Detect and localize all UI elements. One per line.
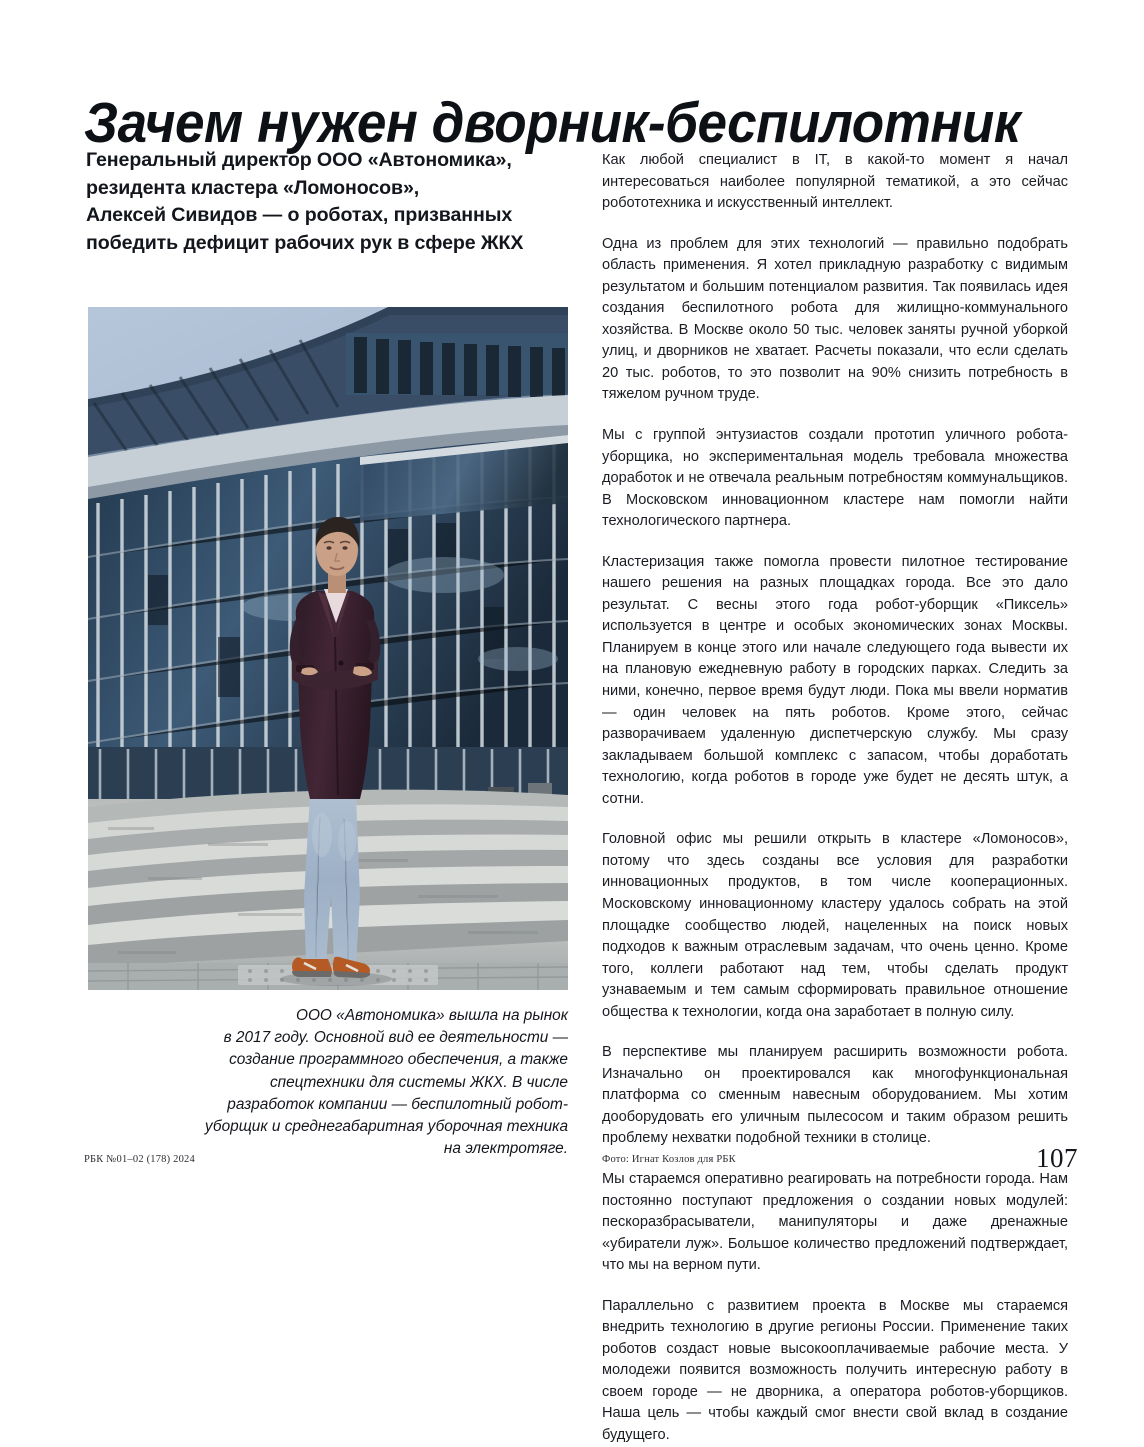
- article-paragraph: Мы стараемся оперативно реагировать на потребности города. Нам постоянно поступают предложения о создании новых модулей: пескоразбрасыватели, манипуляторы и даже дренажные «убиратели луж». Большое количество предложений подтверждает, что мы на верном пути.: [602, 1170, 1068, 1274]
- deck-line: резидента кластера «Ломоносов»,: [86, 176, 420, 199]
- deck-line: Алексей Сивидов — о роботах, призванных: [86, 204, 513, 226]
- caption-line: ООО «Автономика» вышла на рынок: [295, 1007, 568, 1024]
- caption-line: уборщик и среднегабаритная уборочная техника: [204, 1118, 568, 1136]
- article-deck: [86, 147, 572, 257]
- article-body: [602, 150, 1068, 1447]
- article-paragraph: Одна из проблем для этих технологий — правильно подобрать область применения. Я хотел прикладную разработку с видимым результатом и большим потенциалом развития. Так появилась идея создания беспилотного робота для жилищно-коммунального хозяйства. В Москве около 50 тыс. человек заняты ручной уборкой улиц, и дворников не хватает. Расчеты показали, что если сделать 20 тыс. роботов, то это позволит на 90% снизить потребность в тяжелом ручном труде.: [602, 235, 1068, 403]
- deck-line: победить дефицит рабочих рук в сфере ЖКХ: [86, 231, 524, 254]
- article-paragraph: Параллельно с развитием проекта в Москве мы стараемся внедрить технологию в другие регионы России. Применение таких роботов создаст новые высокооплачиваемые рабочие места. У молодежи появится возможность получить интересную работу в своем городе — не дворника, а оператора роботов-уборщиков. Наша цель — чтобы каждый смог внести свой вклад в создание будущего.: [602, 1297, 1068, 1443]
- article-paragraph: Мы с группой энтузиастов создали прототип уличного робота-уборщика, но экспериментальная модель требовала множества доработок и не отвечала реальным потребностям коммунальщиков. В Московском инновационном кластере нам помогли найти технологического партнера.: [602, 427, 1068, 530]
- page-title: Зачем нужен дворник-беспилотник: [84, 91, 1021, 156]
- caption-line: разработок компании — беспилотный робот-: [227, 1095, 568, 1113]
- photo-credit: Фото: Игнат Козлов для РБК: [602, 1154, 736, 1165]
- article-paragraph: В перспективе мы планируем расширить возможности робота. Изначально он проектировался как многофункциональная платформа со сменным навесным оборудованием. Мы хотим дооборудовать его уличным пылесосом и таким образом решить проблему нехватки подобной техники в столице.: [602, 1044, 1068, 1147]
- article-paragraph: Головной офис мы решили открыть в кластере «Ломоносов», потому что здесь созданы все условия для разработки инновационных продуктов, в том числе кооперационных. Московскому инновационному кластеру удалось собрать на этой площадке сообщество людей, нацеленных на поиск новых подходов к важным отраслевым задачам, что очень ценно. Кроме того, коллеги работают над тем, чтобы сделать продукт узнаваемым и тем самым сформировать правильное отношение общества к технологии, когда она заработает в полную силу.: [602, 831, 1068, 1020]
- caption-line: на электротяге.: [443, 1140, 568, 1158]
- caption-line: создание программного обеспечения, а также: [229, 1051, 568, 1069]
- caption-line: в 2017 году. Основной вид ее деятельности —: [223, 1029, 568, 1047]
- article-paragraph: Как любой специалист в IT, в какой-то момент я начал интересоваться наиболее популярной тематикой, а это сейчас робототехника и искусственный интеллект.: [602, 152, 1068, 212]
- issue-line: РБК №01–02 (178) 2024: [84, 1154, 195, 1165]
- photo-caption: [88, 1005, 568, 1160]
- photo-illustration: [88, 307, 568, 990]
- article-paragraph: Кластеризация также помогла провести пилотное тестирование нашего решения на разных площадках города. Все это дало результат. С весны этого года робот-уборщик «Пиксель» используется в центре и особых экономических зонах Москвы. Планируем в конце этого или начале следующего года вывести их на плановую ежедневную работу в городских парках. Следить за ними, конечно, первое время будут люди. Пока мы ввели норматив — один человек на пять роботов. Кроме этого, сейчас разворачиваем удаленную диспетчерскую службу. Мы сразу закладываем большой комплекс с запасом, чтобы доработать технологию, когда роботов в городе уже будет не десять штук, а сотни.: [602, 553, 1068, 807]
- caption-line: спецтехники для системы ЖКХ. В числе: [269, 1073, 568, 1091]
- article-photo: [88, 307, 568, 990]
- page-number: 107: [1036, 1143, 1078, 1173]
- deck-line: Генеральный директор ООО «Автономика»,: [86, 149, 512, 171]
